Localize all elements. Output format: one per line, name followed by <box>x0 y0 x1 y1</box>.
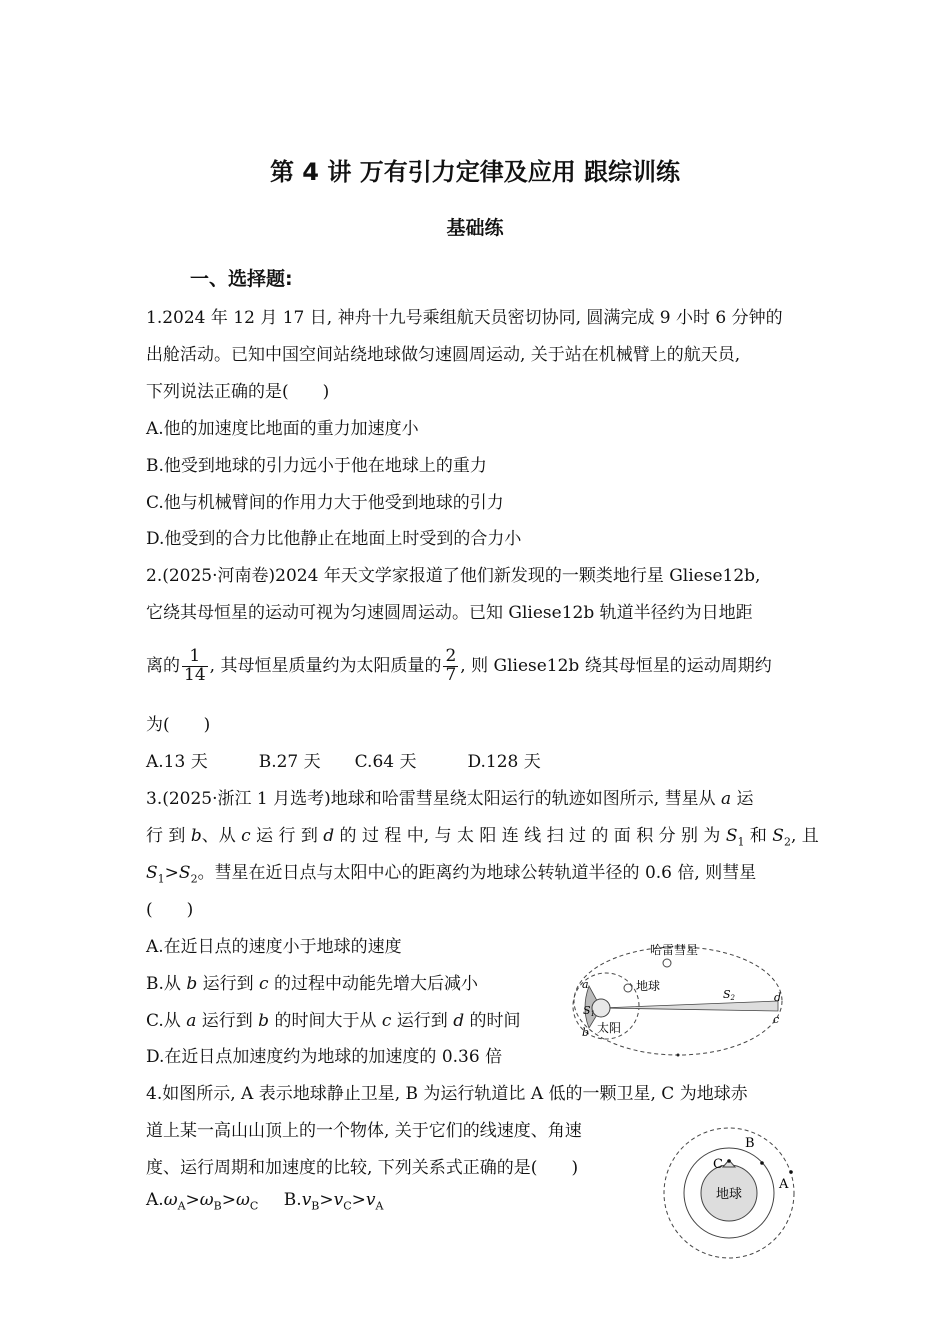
label-d: d <box>774 991 782 1004</box>
label-c: C <box>713 1157 723 1172</box>
q2-stem-line2: 它绕其母恒星的运动可视为匀速圆周运动。已知 Gliese12b 轨道半径约为日地距 <box>146 603 753 623</box>
point-b <box>760 1161 764 1165</box>
q3-option-a: A.在近日点的速度小于地球的速度 <box>146 937 402 957</box>
point-a <box>789 1170 793 1174</box>
q4-stem-line2: 道上某一高山山顶上的一个物体, 关于它们的线速度、角速 <box>146 1121 582 1141</box>
q1-stem-line1: 1.2024 年 12 月 17 日, 神舟十九号乘组航天员密切协同, 圆满完成 9 小时 6 分钟的 <box>146 308 783 328</box>
label-sun: 太阳 <box>597 1021 622 1035</box>
q2-stem-line1: 2.(2025·河南卷)2024 年天文学家报道了他们新发现的一颗类地行星 Gliese12b, <box>146 566 761 586</box>
q1-option-d: D.他受到的合力比他静止在地面上时受到的合力小 <box>146 529 522 549</box>
q2-text-a: 离的 <box>146 655 180 676</box>
q1-option-c: C.他与机械臂间的作用力大于他受到地球的引力 <box>146 493 504 513</box>
q3-option-d: D.在近日点加速度约为地球的加速度的 0.36 倍 <box>146 1047 503 1067</box>
q4-stem-line1: 4.如图所示, A 表示地球静止卫星, B 为运行轨道比 A 低的一颗卫星, C 为地球赤 <box>146 1084 748 1104</box>
label-c: c <box>773 1013 780 1026</box>
q2-text-b: , 其母恒星质量约为太阳质量的 <box>209 655 442 676</box>
label-earth: 地球 <box>715 1187 743 1202</box>
q4-stem-line3: 度、运行周期和加速度的比较, 下列关系式正确的是( ) <box>146 1158 579 1178</box>
fraction-two-sevenths: $\frac{2}{7}$ <box>445 646 457 685</box>
label-comet: 哈雷彗星 <box>650 943 699 957</box>
label-a: A <box>779 1177 789 1192</box>
orbit-point <box>677 1054 680 1057</box>
orbit-diagram <box>570 938 790 1058</box>
q3-stem-line4: ( ) <box>146 900 194 920</box>
label-b: B <box>745 1136 755 1151</box>
q4-options: $A.\omega_A>\omega_B>\omega_C$ $B.v_B>v_C>v_A$ <box>146 1190 384 1213</box>
q1-stem-line2: 出舱活动。已知中国空间站绕地球做匀速圆周运动, 关于站在机械臂上的航天员, <box>146 345 741 365</box>
satellite-diagram <box>658 1120 808 1270</box>
q3-stem-line2: 行 到 b、从 c 运 行 到 d 的 过 程 中, 与 太 阳 连 线 扫 过 的 面 积 分 别 为 $S_1$ 和 $S_2$, 且 <box>146 826 819 849</box>
page-title: 第 4 讲 万有引力定律及应用 跟综训练 <box>269 158 681 186</box>
area-s2 <box>601 1001 778 1011</box>
q3-option-c: C.从 a 运行到 b 的时间大于从 c 运行到 d 的时间 <box>146 1011 521 1031</box>
q2-stem-line3 <box>146 648 772 685</box>
q3-option-b: B.从 b 运行到 c 的过程中动能先增大后减小 <box>146 974 478 994</box>
earth <box>624 984 632 992</box>
point-c <box>727 1159 731 1163</box>
label-s1: S1 <box>583 1004 596 1018</box>
q1-option-a: A.他的加速度比地面的重力加速度小 <box>146 419 419 439</box>
comet <box>663 959 671 967</box>
page-subtitle: 基础练 <box>446 217 504 239</box>
label-b: b <box>582 1026 590 1039</box>
label-a: a <box>582 978 589 991</box>
q1-stem-line3: 下列说法正确的是( ) <box>146 382 330 402</box>
fraction-one-fourteenth: $\frac{1}{14}$ <box>184 646 206 685</box>
q2-options: A.13 天 B.27 天 C.64 天 D.128 天 <box>146 752 541 772</box>
q1-option-b: B.他受到地球的引力远小于他在地球上的重力 <box>146 456 487 476</box>
section-heading: 一、选择题: <box>190 268 293 290</box>
q2-text-c: , 则 Gliese12b 绕其母恒星的运动周期约 <box>460 655 772 676</box>
q3-stem-line3: $S_1>S_2$。彗星在近日点与太阳中心的距离约为地球公转轨道半径的 0.6 倍, 则彗星 <box>146 863 757 886</box>
q3-stem-line1: 3.(2025·浙江 1 月选考)地球和哈雷彗星绕太阳运行的轨迹如图所示, 彗星从 a 运 <box>146 789 754 809</box>
q2-stem-line4: 为( ) <box>146 715 211 735</box>
label-s2: S2 <box>723 988 736 1002</box>
label-earth: 地球 <box>636 979 661 993</box>
